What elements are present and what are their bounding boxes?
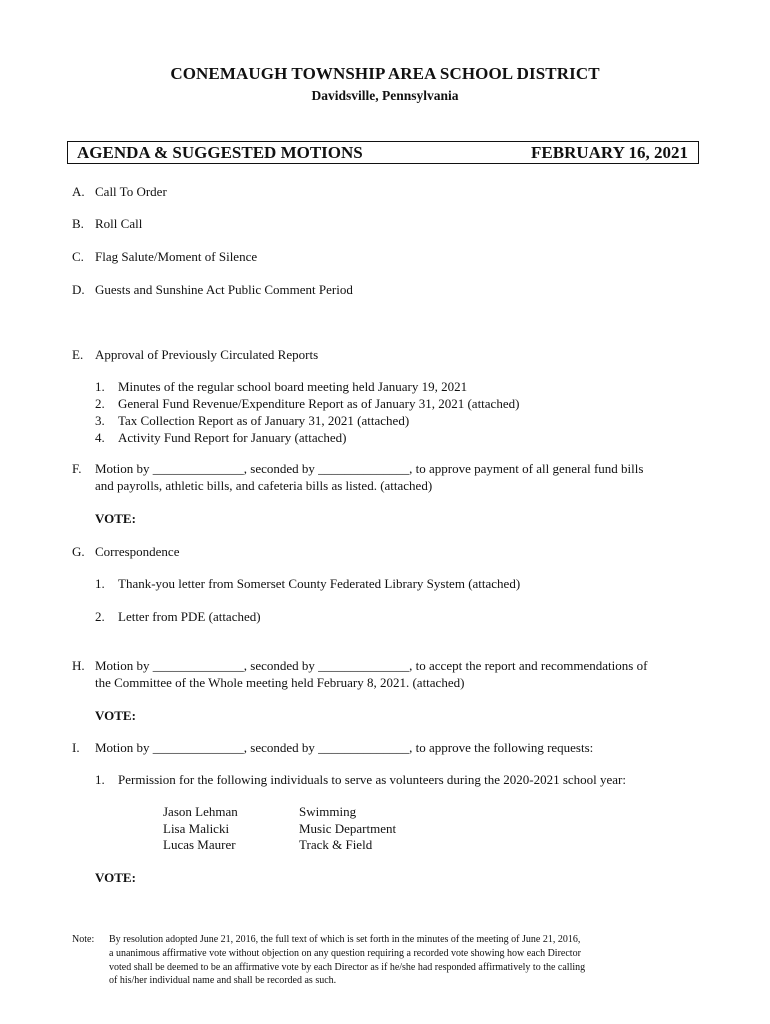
item-e-3-num: 3. bbox=[95, 413, 105, 428]
item-a-letter: A. bbox=[72, 184, 85, 199]
item-i-1-text: Permission for the following individuals to serve as volunteers during the 2020-2021 school year: bbox=[118, 772, 626, 787]
volunteer-area: Track & Field bbox=[299, 837, 373, 852]
item-f-motion-line1: Motion by ______________, seconded by ______________, to approve payment of all general fund bills bbox=[95, 461, 644, 476]
item-b-letter: B. bbox=[72, 216, 84, 231]
agenda-date: FEBRUARY 16, 2021 bbox=[531, 143, 688, 162]
item-h-letter: H. bbox=[72, 658, 85, 673]
note-line: a unanimous affirmative vote without objection on any question requiring a recorded vote showing how each Director bbox=[109, 948, 581, 959]
item-h-motion-line1: Motion by ______________, seconded by ______________, to accept the report and recommendations of bbox=[95, 658, 648, 673]
item-e-4-num: 4. bbox=[95, 430, 105, 445]
volunteer-name: Jason Lehman bbox=[163, 804, 238, 819]
agenda-title: AGENDA & SUGGESTED MOTIONS bbox=[77, 143, 363, 162]
item-f-motion-line2: and payrolls, athletic bills, and cafeteria bills as listed. (attached) bbox=[95, 478, 433, 493]
item-i-letter: I. bbox=[72, 740, 80, 755]
item-c-letter: C. bbox=[72, 249, 84, 264]
item-g-text: Correspondence bbox=[95, 544, 180, 559]
item-g-letter: G. bbox=[72, 544, 85, 559]
item-e-1-num: 1. bbox=[95, 379, 105, 394]
item-f-vote: VOTE: bbox=[95, 511, 136, 526]
item-h-motion-line2: the Committee of the Whole meeting held February 8, 2021. (attached) bbox=[95, 675, 465, 690]
note-label: Note: bbox=[72, 934, 95, 945]
item-g-1-text: Thank-you letter from Somerset County Federated Library System (attached) bbox=[118, 576, 521, 591]
item-d-text: Guests and Sunshine Act Public Comment Period bbox=[95, 282, 353, 297]
note-line: By resolution adopted June 21, 2016, the full text of which is set forth in the minutes of the meeting of June 21, 2016, bbox=[109, 934, 581, 945]
item-f-letter: F. bbox=[72, 461, 82, 476]
item-g-2-num: 2. bbox=[95, 609, 105, 624]
item-e-letter: E. bbox=[72, 347, 84, 362]
item-d-letter: D. bbox=[72, 282, 85, 297]
volunteer-area: Music Department bbox=[299, 821, 397, 836]
item-b-text: Roll Call bbox=[95, 216, 143, 231]
item-e-3-text: Tax Collection Report as of January 31, 2021 (attached) bbox=[118, 413, 410, 428]
district-name: CONEMAUGH TOWNSHIP AREA SCHOOL DISTRICT bbox=[170, 64, 600, 83]
item-h-vote: VOTE: bbox=[95, 708, 136, 723]
item-e-2-num: 2. bbox=[95, 396, 105, 411]
item-i-vote: VOTE: bbox=[95, 870, 136, 885]
item-g-2-text: Letter from PDE (attached) bbox=[118, 609, 261, 624]
item-a-text: Call To Order bbox=[95, 184, 167, 199]
volunteer-area: Swimming bbox=[299, 804, 357, 819]
note-line: of his/her individual name and shall be recorded as such. bbox=[109, 975, 337, 986]
item-c-text: Flag Salute/Moment of Silence bbox=[95, 249, 258, 264]
item-e-text: Approval of Previously Circulated Reports bbox=[95, 347, 319, 362]
item-e-1-text: Minutes of the regular school board meeting held January 19, 2021 bbox=[118, 379, 468, 394]
note-line: voted shall be deemed to be an affirmative vote by each Director as if he/she had responded affirmatively to the calling bbox=[109, 962, 586, 973]
volunteer-name: Lisa Malicki bbox=[163, 821, 230, 836]
item-g-1-num: 1. bbox=[95, 576, 105, 591]
district-location: Davidsville, Pennsylvania bbox=[311, 88, 459, 103]
volunteer-name: Lucas Maurer bbox=[163, 837, 236, 852]
item-i-1-num: 1. bbox=[95, 772, 105, 787]
item-i-motion-line1: Motion by ______________, seconded by ______________, to approve the following requests: bbox=[95, 740, 594, 755]
item-e-2-text: General Fund Revenue/Expenditure Report as of January 31, 2021 (attached) bbox=[118, 396, 520, 411]
agenda-title-box bbox=[67, 141, 699, 164]
item-e-4-text: Activity Fund Report for January (attached) bbox=[118, 430, 347, 445]
